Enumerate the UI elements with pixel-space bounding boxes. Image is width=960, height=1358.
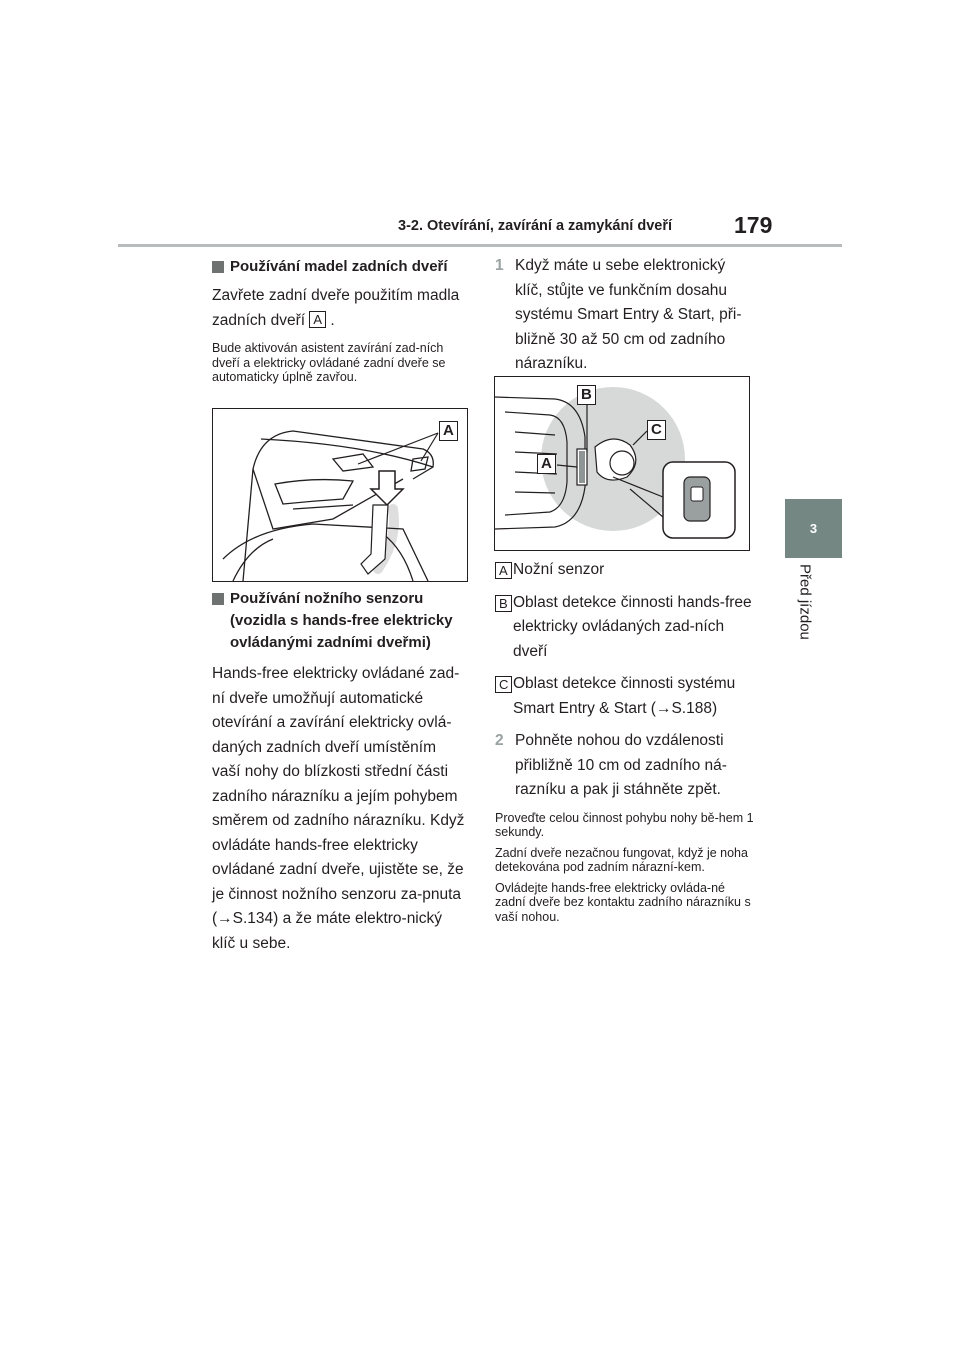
legend-marker-a: A: [495, 562, 512, 579]
heading-bullet-icon: [212, 261, 224, 273]
left-column-lower: [212, 588, 468, 956]
marker-a: A: [309, 311, 326, 328]
figure1-callout-a: A: [439, 421, 458, 441]
step-2: [495, 729, 755, 803]
figure2-callout-b: B: [577, 385, 596, 405]
figure-foot-sensor: [494, 376, 750, 551]
chapter-label-text: Před jízdou: [796, 564, 814, 640]
header-divider: [118, 244, 842, 247]
step-1-number: 1: [495, 257, 504, 274]
legend-marker-c: C: [495, 676, 512, 693]
figure2-callout-c: C: [647, 420, 666, 440]
step-2-number: 2: [495, 732, 504, 749]
note-timing: Proveďte celou činnost pohybu nohy bě-hem 1 sekundy.: [495, 810, 754, 839]
figure2-callout-a: A: [537, 454, 556, 474]
step-2-text: Pohněte nohou do vzdálenosti přibližně 10 cm od zadního ná-razníku a pak ji stáhněte zpět.: [515, 732, 727, 798]
left-column: [212, 256, 468, 385]
foot-sensor-illustration: [495, 377, 749, 550]
heading-bullet-icon: [212, 593, 224, 605]
right-column-lower: [495, 558, 755, 924]
legend-marker-b: B: [495, 595, 512, 612]
legend-item-c: C Oblast detekce činnosti systému Smart Entry & Start (→S.188): [495, 672, 755, 721]
step-1-text: Když máte u sebe elektronický klíč, stůjte ve funkčním dosahu systému Smart Entry & Start, při-bližně 30 až 50 cm od zadního nárazníku.: [515, 257, 742, 372]
page-number: 179: [734, 212, 773, 238]
foot-sensor-paragraph: Hands-free elektricky ovládané zad-ní dveře umožňují automatické otevírání a zavírání elektricky ovlá-daných zadních dveří umístěním vaší nohy do blízkosti střední části zadního nárazníku a jejím pohybem směrem od zadního nárazníku. Když ovládáte hands-free elektricky ovládané zadní dveře, ujistěte se, že je činnost nožního senzoru za-pnuta (→S.134) a že máte elektro-nický klíč u sebe.: [212, 665, 465, 952]
legend-item-a: A Nožní senzor: [495, 558, 755, 583]
step-1: [495, 254, 755, 377]
heading-foot-sensor: Používání nožního senzoru (vozidla s hands-free elektricky ovládanými zadními dveřmi): [212, 588, 468, 654]
tailgate-handle-note: Bude aktivován asistent zavírání zad-ních dveří a elektricky ovládané zadní dveře se automaticky úplně zavřou.: [212, 341, 446, 384]
right-column: [495, 254, 755, 377]
section-title: 3-2. Otevírání, zavírání a zamykání dveří: [398, 218, 673, 234]
figure-tailgate-handle: [212, 408, 468, 582]
chapter-tab: 3: [785, 499, 842, 558]
heading-tailgate-handle: Používání madel zadních dveří: [212, 256, 468, 278]
note-detection: Zadní dveře nezačnou fungovat, když je noha detekována pod zadním nárazní-kem.: [495, 845, 748, 874]
tailgate-illustration: [213, 409, 467, 581]
legend-item-b: B Oblast detekce činnosti hands-free elektricky ovládaných zad-ních dveří: [495, 591, 755, 665]
chapter-label: [790, 564, 820, 654]
tailgate-handle-paragraph: Zavřete zadní dveře použitím madla zadních dveří A .: [212, 287, 460, 329]
note-no-contact: Ovládejte hands-free elektricky ovláda-né zadní dveře bez kontaktu zadního nárazníku s vaší nohou.: [495, 880, 751, 924]
